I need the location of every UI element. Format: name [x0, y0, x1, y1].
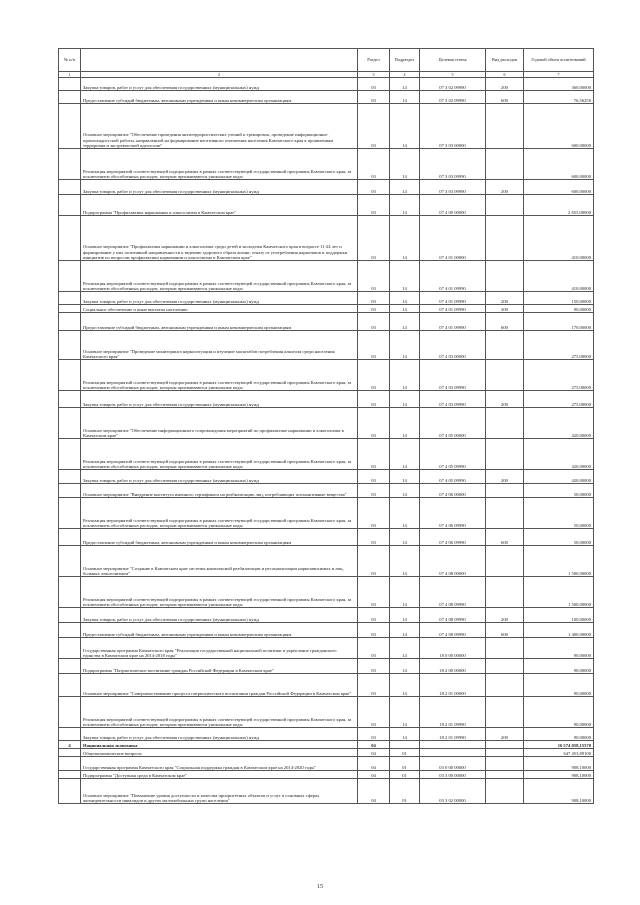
row-type: [486, 577, 524, 608]
row-type: [486, 408, 524, 439]
row-number: [59, 697, 81, 728]
row-type: [486, 674, 524, 697]
row-name: Основное мероприятие "Обеспечение информационного сопровождения мероприятий по профилактике наркомании и алкоголизма в Камчатском крае": [81, 408, 358, 439]
row-amount: 90,00000: [524, 697, 594, 728]
row-type: [486, 195, 524, 216]
row-name: Национальная экономика: [81, 741, 358, 749]
row-number: [59, 149, 81, 180]
row-type: [486, 360, 524, 391]
row-type: 200: [486, 78, 524, 91]
budget-table-page: [58, 48, 593, 804]
row-section: 03: [358, 292, 390, 305]
row-section: 03: [358, 470, 390, 484]
row-name: Реализация мероприятий соответствующей подпрограммы в рамках соответствующей государственной программы Камчатского края, за исключением обособленных расходов, которым присваиваются уникальные коды: [81, 149, 358, 180]
col-header-num: № п/п: [59, 49, 81, 72]
table-row: [59, 577, 594, 608]
row-name: Основное мероприятие "Создание в Камчатском крае системы комплексной реабилитации и ресоциализации наркозависимых и лиц, больных алкоголизмом": [81, 546, 358, 577]
row-name: Государственная программа Камчатского края "Реализация государственной национальной политики и укрепление гражданского единства в Камчатском крае на 2014-2018 годы": [81, 638, 358, 659]
row-section: 03: [358, 261, 390, 292]
row-subsection: 14: [390, 104, 420, 149]
row-subsection: 01: [390, 757, 420, 771]
table-row: [59, 771, 594, 779]
row-section: 04: [358, 771, 390, 779]
row-subsection: 14: [390, 78, 420, 91]
table-row: [59, 408, 594, 439]
row-type: 600: [486, 313, 524, 331]
row-number: [59, 659, 81, 674]
row-subsection: 14: [390, 659, 420, 674]
row-number: [59, 391, 81, 408]
row-target: 03 3 00 00000: [420, 771, 486, 779]
row-amount: 50,00000: [524, 498, 594, 529]
row-amount: 1 500,00000: [524, 546, 594, 577]
row-type: 200: [486, 391, 524, 408]
row-section: 03: [358, 360, 390, 391]
table-row: [59, 104, 594, 149]
row-section: 03: [358, 728, 390, 741]
row-number: [59, 78, 81, 91]
row-target: 07 4 01 00000: [420, 216, 486, 261]
row-number: [59, 331, 81, 360]
row-number: [59, 728, 81, 741]
row-section: 03: [358, 180, 390, 195]
row-type: 200: [486, 292, 524, 305]
row-type: [486, 757, 524, 771]
table-row: [59, 305, 594, 313]
row-section: 03: [358, 305, 390, 313]
table-row: [59, 391, 594, 408]
row-amount: 90,00000: [524, 659, 594, 674]
row-amount: 90,00000: [524, 674, 594, 697]
row-section: 04: [358, 779, 390, 804]
row-target: 07 4 06 09990: [420, 529, 486, 546]
row-section: 03: [358, 484, 390, 498]
row-number: [59, 674, 81, 697]
row-section: 03: [358, 674, 390, 697]
table-row: [59, 638, 594, 659]
row-number: [59, 216, 81, 261]
row-target: 07 3 03 09990: [420, 149, 486, 180]
row-name: Закупка товаров, работ и услуг для обеспечения государственных (муниципальных) нужд: [81, 180, 358, 195]
row-type: [486, 261, 524, 292]
row-number: [59, 104, 81, 149]
row-amount: 275,00000: [524, 331, 594, 360]
col-number: 3: [358, 72, 390, 78]
row-number: [59, 408, 81, 439]
row-target: 07 4 08 09990: [420, 623, 486, 638]
row-name: Государственная программа Камчатского края "Социальная поддержка граждан в Камчатском крае на 2014-2020 годы": [81, 757, 358, 771]
row-name: Реализация мероприятий соответствующей подпрограммы в рамках соответствующей государственной программы Камчатского края, за исключением обособленных расходов, которым присваиваются уникальные коды: [81, 360, 358, 391]
row-amount: 275,00000: [524, 391, 594, 408]
row-section: 03: [358, 104, 390, 149]
row-name: Основное мероприятие "Совершенствование процесса патриотического воспитания граждан Российской Федерации в Камчатском крае": [81, 674, 358, 697]
row-number: [59, 771, 81, 779]
row-name: Основное мероприятие "Внедрение института именного сертификата на реабилитацию лиц, потребляющих психоактивные вещества": [81, 484, 358, 498]
row-subsection: 14: [390, 638, 420, 659]
row-section: 03: [358, 408, 390, 439]
row-type: [486, 749, 524, 757]
row-section: 03: [358, 391, 390, 408]
table-row: [59, 623, 594, 638]
row-section: 03: [358, 195, 390, 216]
row-subsection: 14: [390, 391, 420, 408]
row-target: 18 2 01 09990: [420, 728, 486, 741]
row-type: [486, 741, 524, 749]
row-target: 07 3 02 09990: [420, 78, 486, 91]
row-name: Основное мероприятие "Проведение мониторинга наркоситуации и изучение масштабов потребления алкоголя среди населения Камчатского края": [81, 331, 358, 360]
row-type: 200: [486, 180, 524, 195]
row-type: 200: [486, 728, 524, 741]
row-target: 07 4 03 09990: [420, 360, 486, 391]
row-name: Реализация мероприятий соответствующей подпрограммы в рамках соответствующей государственной программы Камчатского края, за исключением обособленных расходов, которым присваиваются уникальные коды: [81, 439, 358, 470]
row-amount: 16 574 058,15570: [524, 741, 594, 749]
row-amount: 2 655,00000: [524, 195, 594, 216]
row-target: 03 0 00 00000: [420, 757, 486, 771]
table-row: [59, 498, 594, 529]
row-target: 07 4 05 09990: [420, 439, 486, 470]
page-number: 15: [317, 884, 323, 890]
table-row: [59, 439, 594, 470]
row-number: [59, 779, 81, 804]
row-target: 07 4 06 00000: [420, 484, 486, 498]
row-type: [486, 546, 524, 577]
table-row: [59, 728, 594, 741]
row-name: Реализация мероприятий соответствующей подпрограммы в рамках соответствующей государственной программы Камчатского края, за исключением обособленных расходов, которым присваиваются уникальные коды: [81, 697, 358, 728]
row-type: [486, 779, 524, 804]
row-type: 600: [486, 623, 524, 638]
row-type: [486, 771, 524, 779]
row-amount: 50,00000: [524, 484, 594, 498]
row-subsection: 14: [390, 360, 420, 391]
col-number: 1: [59, 72, 81, 78]
row-subsection: 14: [390, 305, 420, 313]
row-amount: 600,00000: [524, 104, 594, 149]
table-row: [59, 360, 594, 391]
row-type: 600: [486, 91, 524, 104]
row-number: [59, 313, 81, 331]
row-number: [59, 638, 81, 659]
row-type: [486, 484, 524, 498]
row-target: 07 4 06 09990: [420, 498, 486, 529]
row-target: 07 4 01 09990: [420, 313, 486, 331]
row-name: Основное мероприятие "Повышение уровня доступности и качества приоритетных объектов и услуг в основных сферах жизнедеятельности инвалидов и других маломобильных групп населения": [81, 779, 358, 804]
row-subsection: 14: [390, 313, 420, 331]
row-subsection: 14: [390, 261, 420, 292]
table-row: [59, 608, 594, 623]
row-subsection: 14: [390, 180, 420, 195]
row-amount: 90,00000: [524, 638, 594, 659]
row-name: Закупка товаров, работ и услуг для обеспечения государственных (муниципальных) нужд: [81, 292, 358, 305]
row-type: [486, 638, 524, 659]
row-name: Закупка товаров, работ и услуг для обеспечения государственных (муниципальных) нужд: [81, 391, 358, 408]
row-type: [486, 439, 524, 470]
row-amount: 420,00000: [524, 470, 594, 484]
row-amount: 76,56250: [524, 91, 594, 104]
row-subsection: 14: [390, 484, 420, 498]
row-subsection: 14: [390, 91, 420, 104]
row-target: 07 3 03 09990: [420, 180, 486, 195]
row-subsection: 14: [390, 608, 420, 623]
row-subsection: 01: [390, 779, 420, 804]
row-subsection: 14: [390, 498, 420, 529]
row-number: [59, 360, 81, 391]
row-amount: 908,10000: [524, 771, 594, 779]
row-amount: 410,00000: [524, 216, 594, 261]
row-type: [486, 104, 524, 149]
col-number: 6: [486, 72, 524, 78]
row-number: [59, 261, 81, 292]
col-header-type: Вид расходов: [486, 49, 524, 72]
row-section: 03: [358, 697, 390, 728]
row-section: 03: [358, 78, 390, 91]
row-type: [486, 331, 524, 360]
table-row: [59, 331, 594, 360]
row-section: 03: [358, 659, 390, 674]
col-number: 5: [420, 72, 486, 78]
table-row: [59, 749, 594, 757]
row-name: Подпрограмма "Профилактика наркомании и алкоголизма в Камчатском крае": [81, 195, 358, 216]
row-name: Основное мероприятие "Профилактика наркомании и алкоголизма среди детей и молодежи Камчатского края в возрасте 11-24 лет и формирование у них позитивной направленности к ведению здорового образа жизни, отказу от употребления наркотиков и поддержки инициатив по вопросам профилактики наркомании и алкоголизма в Камчатском крае": [81, 216, 358, 261]
table-row: [59, 292, 594, 305]
row-target: 18 2 01 00000: [420, 674, 486, 697]
row-section: 03: [358, 608, 390, 623]
row-section: 04: [358, 757, 390, 771]
col-header-amount: Годовой объем ассигнований: [524, 49, 594, 72]
row-subsection: 14: [390, 728, 420, 741]
row-amount: 90,00000: [524, 305, 594, 313]
row-type: [486, 659, 524, 674]
row-number: [59, 305, 81, 313]
row-target: 18 2 00 00000: [420, 659, 486, 674]
row-amount: 420,00000: [524, 408, 594, 439]
row-amount: 908,10000: [524, 757, 594, 771]
row-subsection: 14: [390, 577, 420, 608]
row-target: 18 0 00 00000: [420, 638, 486, 659]
row-target: 07 4 01 09990: [420, 305, 486, 313]
row-section: 04: [358, 741, 390, 749]
col-header-section: Раздел: [358, 49, 390, 72]
table-row: [59, 757, 594, 771]
row-subsection: 14: [390, 216, 420, 261]
row-type: [486, 216, 524, 261]
row-name: Предоставление субсидий бюджетным, автономным учреждениям и иным некоммерческим организациям: [81, 623, 358, 638]
row-name: Закупка товаров, работ и услуг для обеспечения государственных (муниципальных) нужд: [81, 608, 358, 623]
row-name: Реализация мероприятий соответствующей подпрограммы в рамках соответствующей государственной программы Камчатского края, за исключением обособленных расходов, которым присваиваются уникальные коды: [81, 261, 358, 292]
row-number: [59, 546, 81, 577]
row-subsection: 14: [390, 674, 420, 697]
row-subsection: 14: [390, 149, 420, 180]
row-type: 300: [486, 305, 524, 313]
table-row: [59, 91, 594, 104]
row-amount: 360,00000: [524, 78, 594, 91]
table-row: [59, 674, 594, 697]
row-target: 07 4 08 09990: [420, 577, 486, 608]
row-amount: 647 453,89100: [524, 749, 594, 757]
row-subsection: 01: [390, 771, 420, 779]
row-number: 4: [59, 741, 81, 749]
row-target: 07 4 03 09990: [420, 391, 486, 408]
row-number: [59, 180, 81, 195]
table-row: [59, 697, 594, 728]
row-amount: 1 500,00000: [524, 577, 594, 608]
row-name: Социальное обеспечение и иные выплаты населению: [81, 305, 358, 313]
row-amount: 170,00000: [524, 313, 594, 331]
row-name: Закупка товаров, работ и услуг для обеспечения государственных (муниципальных) нужд: [81, 78, 358, 91]
row-number: [59, 292, 81, 305]
row-number: [59, 91, 81, 104]
row-number: [59, 623, 81, 638]
row-number: [59, 439, 81, 470]
row-target: 07 4 08 00000: [420, 546, 486, 577]
row-name: Предоставление субсидий бюджетным, автономным учреждениям и иным некоммерческим организациям: [81, 313, 358, 331]
row-section: 04: [358, 749, 390, 757]
row-target: 03 3 02 00000: [420, 779, 486, 804]
row-section: 03: [358, 91, 390, 104]
row-section: 03: [358, 577, 390, 608]
row-type: 600: [486, 529, 524, 546]
row-number: [59, 577, 81, 608]
row-section: 03: [358, 216, 390, 261]
table-row: [59, 741, 594, 749]
row-amount: 908,10000: [524, 779, 594, 804]
row-name: Подпрограмма "Патриотическое воспитание граждан Российской Федерации в Камчатском крае": [81, 659, 358, 674]
row-target: 07 4 08 09990: [420, 608, 486, 623]
row-target: 07 4 00 00000: [420, 195, 486, 216]
row-section: 03: [358, 149, 390, 180]
table-row: [59, 546, 594, 577]
row-number: [59, 749, 81, 757]
row-section: 03: [358, 439, 390, 470]
row-section: 03: [358, 331, 390, 360]
row-target: 07 4 03 00000: [420, 331, 486, 360]
table-row: [59, 313, 594, 331]
row-amount: 150,00000: [524, 292, 594, 305]
row-section: 03: [358, 546, 390, 577]
row-amount: 420,00000: [524, 439, 594, 470]
table-row: [59, 779, 594, 804]
row-type: [486, 498, 524, 529]
row-subsection: 14: [390, 439, 420, 470]
row-subsection: 01: [390, 749, 420, 757]
row-number: [59, 757, 81, 771]
row-amount: 600,00000: [524, 180, 594, 195]
row-name: Предоставление субсидий бюджетным, автономным учреждениям и иным некоммерческим организациям: [81, 91, 358, 104]
row-number: [59, 498, 81, 529]
row-name: Основное мероприятие "Обеспечение проведения антитеррористических учений и тренировок, проведение информационно-пропагандистской работы, направленной на формирование негативного отношения населения Камчатского края к проявлениям терроризма и экстремисткой идеологии": [81, 104, 358, 149]
row-target: 07 4 05 00000: [420, 408, 486, 439]
row-target: 18 2 01 09990: [420, 697, 486, 728]
row-amount: 275,00000: [524, 360, 594, 391]
table-row: [59, 261, 594, 292]
row-subsection: 14: [390, 546, 420, 577]
row-section: 03: [358, 623, 390, 638]
row-subsection: 14: [390, 408, 420, 439]
budget-table: [58, 48, 594, 804]
row-subsection: [390, 741, 420, 749]
row-subsection: 14: [390, 331, 420, 360]
row-section: 03: [358, 529, 390, 546]
row-subsection: 14: [390, 195, 420, 216]
row-type: [486, 149, 524, 180]
table-row: [59, 659, 594, 674]
row-amount: 1 400,00000: [524, 623, 594, 638]
row-target: 07 4 01 09990: [420, 261, 486, 292]
table-row: [59, 216, 594, 261]
row-amount: 90,00000: [524, 728, 594, 741]
table-row: [59, 149, 594, 180]
row-type: 200: [486, 470, 524, 484]
row-amount: 100,00000: [524, 608, 594, 623]
row-target: [420, 749, 486, 757]
row-subsection: 14: [390, 697, 420, 728]
row-name: Подпрограмма "Доступная среда в Камчатском крае": [81, 771, 358, 779]
row-target: 07 3 03 00000: [420, 104, 486, 149]
row-subsection: 14: [390, 529, 420, 546]
row-type: 200: [486, 608, 524, 623]
row-number: [59, 529, 81, 546]
row-amount: 600,00000: [524, 149, 594, 180]
row-subsection: 14: [390, 470, 420, 484]
row-target: 07 4 05 09990: [420, 470, 486, 484]
row-name: Общеэкономические вопросы: [81, 749, 358, 757]
col-header-subsection: Подраздел: [390, 49, 420, 72]
row-name: Реализация мероприятий соответствующей подпрограммы в рамках соответствующей государственной программы Камчатского края, за исключением обособленных расходов, которым присваиваются уникальные коды: [81, 577, 358, 608]
table-body: [59, 78, 594, 804]
col-header-name: [81, 49, 358, 72]
row-name: Предоставление субсидий бюджетным, автономным учреждениям и иным некоммерческим организациям: [81, 529, 358, 546]
row-section: 03: [358, 313, 390, 331]
row-number: [59, 195, 81, 216]
table-row: [59, 484, 594, 498]
table-row: [59, 180, 594, 195]
row-name: Реализация мероприятий соответствующей подпрограммы в рамках соответствующей государственной программы Камчатского края, за исключением обособленных расходов, которым присваиваются уникальные коды: [81, 498, 358, 529]
row-name: Закупка товаров, работ и услуг для обеспечения государственных (муниципальных) нужд: [81, 470, 358, 484]
col-number: 4: [390, 72, 420, 78]
row-number: [59, 608, 81, 623]
row-subsection: 14: [390, 623, 420, 638]
row-amount: 50,00000: [524, 529, 594, 546]
row-number: [59, 484, 81, 498]
row-section: 03: [358, 638, 390, 659]
row-section: 03: [358, 498, 390, 529]
col-header-target: Целевая статья: [420, 49, 486, 72]
table-row: [59, 529, 594, 546]
col-number: 7: [524, 72, 594, 78]
row-amount: 410,00000: [524, 261, 594, 292]
row-target: [420, 741, 486, 749]
row-name: Закупка товаров, работ и услуг для обеспечения государственных (муниципальных) нужд: [81, 728, 358, 741]
table-row: [59, 470, 594, 484]
row-target: 07 3 02 09990: [420, 91, 486, 104]
table-row: [59, 195, 594, 216]
table-row: [59, 78, 594, 91]
header-row: [59, 49, 594, 72]
row-subsection: 14: [390, 292, 420, 305]
row-target: 07 4 01 09990: [420, 292, 486, 305]
row-type: [486, 697, 524, 728]
col-number: 2: [81, 72, 358, 78]
row-number: [59, 470, 81, 484]
